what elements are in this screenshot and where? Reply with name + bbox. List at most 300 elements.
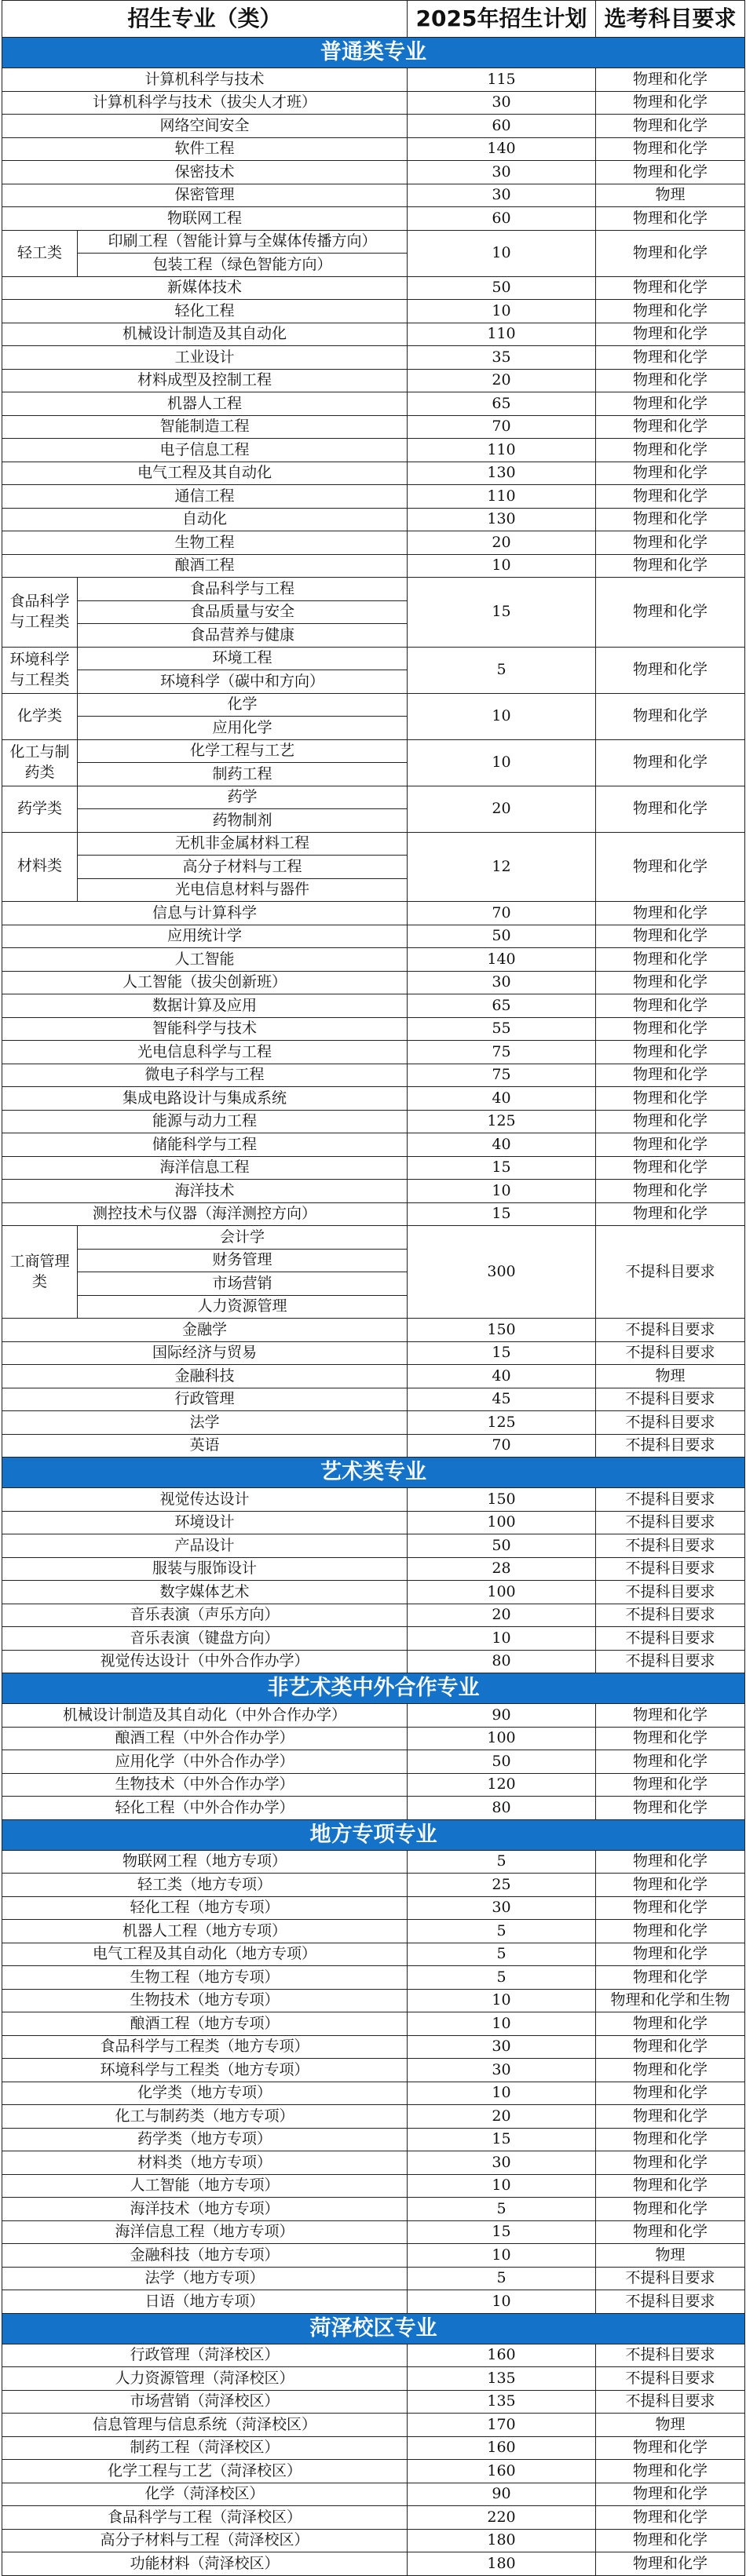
- subject-requirement: 物理和化学: [596, 485, 745, 509]
- header-plan: 2025年招生计划: [408, 1, 596, 38]
- plan-count: 10: [408, 2082, 596, 2105]
- major-name: 视觉传达设计: [2, 1488, 408, 1512]
- table-row: [2, 1511, 745, 1534]
- plan-count: 90: [408, 2483, 596, 2506]
- sub-major: 化学工程与工艺: [78, 739, 408, 763]
- table-row: [2, 2174, 745, 2198]
- plan-count: 40: [408, 1365, 596, 1388]
- table-row: [2, 1365, 745, 1388]
- subject-requirement: 物理和化学: [596, 2012, 745, 2036]
- major-name: 光电信息科学与工程: [2, 1041, 408, 1064]
- plan-count: 150: [408, 1319, 596, 1342]
- major-name: 产品设计: [2, 1534, 408, 1558]
- plan-count: 30: [408, 2059, 596, 2082]
- major-name: 日语（地方专项）: [2, 2290, 408, 2314]
- table-row: [2, 554, 745, 578]
- sub-major: 化学: [78, 693, 408, 717]
- subject-requirement: 不提科目要求: [596, 1511, 745, 1534]
- table-row: [2, 1874, 745, 1897]
- plan-count: 110: [408, 485, 596, 509]
- major-name: 保密技术: [2, 161, 408, 184]
- table-row: [2, 1773, 745, 1797]
- major-name: 功能材料（菏泽校区）: [2, 2552, 408, 2576]
- section-header: [2, 1458, 745, 1488]
- plan-count: 12: [408, 832, 596, 902]
- plan-count: 15: [408, 578, 596, 648]
- subject-requirement: 物理和化学和生物: [596, 1989, 745, 2012]
- major-name: 电气工程及其自动化: [2, 462, 408, 485]
- subject-requirement: 不提科目要求: [596, 1341, 745, 1365]
- sub-major: 药学: [78, 786, 408, 809]
- plan-count: 70: [408, 415, 596, 439]
- major-name: 测控技术与仪器（海洋测控方向）: [2, 1202, 408, 1226]
- major-name: 计算机科学与技术: [2, 68, 408, 92]
- major-name: 金融学: [2, 1319, 408, 1342]
- subject-requirement: 物理和化学: [596, 91, 745, 115]
- table-row: [2, 439, 745, 462]
- major-name: 保密管理: [2, 184, 408, 207]
- subject-requirement: 不提科目要求: [596, 1581, 745, 1604]
- major-name: 信息管理与信息系统（菏泽校区）: [2, 2414, 408, 2437]
- subject-requirement: 不提科目要求: [596, 2367, 745, 2391]
- subject-requirement: 物理和化学: [596, 531, 745, 555]
- section-title: 非艺术类中外合作专业: [2, 1673, 745, 1704]
- table-row: [2, 115, 745, 138]
- header-subject: 选考科目要求: [596, 1, 745, 38]
- subject-requirement: 物理和化学: [596, 902, 745, 925]
- plan-count: 10: [408, 230, 596, 276]
- table-row: [2, 1041, 745, 1064]
- plan-count: 180: [408, 2552, 596, 2576]
- sub-major: 食品营养与健康: [78, 624, 408, 648]
- major-name: 化工与制药类（地方专项）: [2, 2105, 408, 2129]
- subject-requirement: 物理和化学: [596, 2082, 745, 2105]
- table-row: [2, 2220, 745, 2244]
- subject-requirement: 物理和化学: [596, 925, 745, 948]
- table-row: [2, 2035, 745, 2059]
- major-name: 高分子材料与工程（菏泽校区）: [2, 2529, 408, 2552]
- subject-requirement: 物理和化学: [596, 1850, 745, 1874]
- subject-requirement: 物理和化学: [596, 462, 745, 485]
- table-row: [2, 1110, 745, 1133]
- subject-requirement: 物理和化学: [596, 832, 745, 902]
- table-row: [2, 91, 745, 115]
- major-name: 信息与计算科学: [2, 902, 408, 925]
- table-header: [2, 1, 745, 38]
- subject-requirement: 物理和化学: [596, 439, 745, 462]
- plan-count: 140: [408, 137, 596, 161]
- plan-count: 5: [408, 2267, 596, 2290]
- major-name: 自动化: [2, 508, 408, 531]
- major-name: 轻化工程（中外合作办学）: [2, 1797, 408, 1820]
- subject-requirement: 物理和化学: [596, 1087, 745, 1111]
- section-title: 地方专项专业: [2, 1819, 745, 1850]
- subject-requirement: 物理和化学: [596, 161, 745, 184]
- subject-requirement: 物理和化学: [596, 994, 745, 1018]
- table-row: [2, 2128, 745, 2151]
- table-row: [2, 68, 745, 92]
- major-name: 能源与动力工程: [2, 1110, 408, 1133]
- major-name: 行政管理: [2, 1388, 408, 1411]
- major-name: 海洋信息工程（地方专项）: [2, 2220, 408, 2244]
- table-row: [2, 1133, 745, 1157]
- plan-count: 5: [408, 2198, 596, 2221]
- subject-requirement: 物理和化学: [596, 369, 745, 392]
- subject-requirement: 物理和化学: [596, 739, 745, 786]
- subject-requirement: 物理和化学: [596, 1727, 745, 1750]
- major-name: 行政管理（菏泽校区）: [2, 2344, 408, 2367]
- plan-count: 5: [408, 1850, 596, 1874]
- major-name: 酿酒工程（地方专项）: [2, 2012, 408, 2036]
- plan-count: 20: [408, 2105, 596, 2129]
- subject-requirement: 不提科目要求: [596, 2290, 745, 2314]
- subject-requirement: 不提科目要求: [596, 1627, 745, 1651]
- table-row: [2, 2267, 745, 2290]
- subject-requirement: 物理和化学: [596, 1202, 745, 1226]
- major-name: 食品科学与工程（菏泽校区）: [2, 2506, 408, 2530]
- major-name: 数据计算及应用: [2, 994, 408, 1018]
- plan-count: 75: [408, 1064, 596, 1087]
- plan-count: 45: [408, 1388, 596, 1411]
- subject-requirement: 物理和化学: [596, 230, 745, 276]
- plan-count: 30: [408, 971, 596, 994]
- table-row: [2, 1604, 745, 1627]
- plan-count: 40: [408, 1133, 596, 1157]
- plan-count: 180: [408, 2529, 596, 2552]
- table-row: [2, 2344, 745, 2367]
- major-name: 材料类（地方专项）: [2, 2151, 408, 2175]
- major-name: 药学类（地方专项）: [2, 2128, 408, 2151]
- subject-requirement: 物理和化学: [596, 1896, 745, 1920]
- subject-requirement: 物理和化学: [596, 1156, 745, 1180]
- plan-count: 115: [408, 68, 596, 92]
- plan-count: 20: [408, 369, 596, 392]
- major-name: 国际经济与贸易: [2, 1341, 408, 1365]
- table-row: [2, 2367, 745, 2391]
- table-row: [2, 971, 745, 994]
- subject-requirement: 物理: [596, 2414, 745, 2437]
- major-name: 物联网工程（地方专项）: [2, 1850, 408, 1874]
- subject-requirement: 物理和化学: [596, 2220, 745, 2244]
- plan-count: 100: [408, 1727, 596, 1750]
- plan-count: 30: [408, 2151, 596, 2175]
- subject-requirement: 不提科目要求: [596, 1604, 745, 1627]
- subject-requirement: 物理和化学: [596, 207, 745, 231]
- plan-count: 125: [408, 1411, 596, 1435]
- table-row: [2, 693, 745, 717]
- table-row: [2, 1896, 745, 1920]
- major-name: 环境设计: [2, 1511, 408, 1534]
- table-row: [2, 184, 745, 207]
- major-name: 储能科学与工程: [2, 1133, 408, 1157]
- major-group: 材料类: [2, 832, 78, 902]
- sub-major: 无机非金属材料工程: [78, 832, 408, 856]
- plan-count: 65: [408, 392, 596, 416]
- subject-requirement: 物理和化学: [596, 971, 745, 994]
- plan-count: 90: [408, 1704, 596, 1728]
- sub-major: 市场营销: [78, 1272, 408, 1296]
- major-name: 机器人工程（地方专项）: [2, 1920, 408, 1943]
- table-row: [2, 1341, 745, 1365]
- major-name: 市场营销（菏泽校区）: [2, 2390, 408, 2414]
- plan-count: 150: [408, 1488, 596, 1512]
- major-name: 新媒体技术: [2, 276, 408, 300]
- sub-major: 药物制剂: [78, 809, 408, 833]
- major-name: 轻化工程（地方专项）: [2, 1896, 408, 1920]
- table-row: [2, 1920, 745, 1943]
- subject-requirement: 物理和化学: [596, 115, 745, 138]
- plan-count: 5: [408, 1943, 596, 1966]
- major-name: 应用统计学: [2, 925, 408, 948]
- plan-count: 35: [408, 346, 596, 370]
- sub-major: 环境科学（碳中和方向）: [78, 670, 408, 694]
- major-name: 数字媒体艺术: [2, 1581, 408, 1604]
- plan-count: 135: [408, 2367, 596, 2391]
- subject-requirement: 不提科目要求: [596, 1319, 745, 1342]
- sub-major: 财务管理: [78, 1249, 408, 1272]
- plan-count: 70: [408, 902, 596, 925]
- major-name: 智能科学与技术: [2, 1017, 408, 1041]
- subject-requirement: 不提科目要求: [596, 2267, 745, 2290]
- table-body: [2, 38, 745, 2576]
- plan-count: 160: [408, 2460, 596, 2483]
- sub-major: 高分子材料与工程: [78, 856, 408, 879]
- admission-plan-table: [2, 0, 745, 2576]
- plan-count: 5: [408, 647, 596, 693]
- plan-count: 110: [408, 323, 596, 346]
- plan-count: 160: [408, 2436, 596, 2460]
- section-title: 艺术类专业: [2, 1458, 745, 1488]
- subject-requirement: 物理和化学: [596, 1920, 745, 1943]
- plan-count: 5: [408, 1920, 596, 1943]
- subject-requirement: 物理和化学: [596, 554, 745, 578]
- subject-requirement: 物理和化学: [596, 508, 745, 531]
- sub-major: 食品质量与安全: [78, 600, 408, 624]
- plan-count: 10: [408, 739, 596, 786]
- major-name: 计算机科学与技术（拔尖人才班）: [2, 91, 408, 115]
- major-group: 药学类: [2, 786, 78, 832]
- subject-requirement: 物理和化学: [596, 1750, 745, 1774]
- table-row: [2, 2244, 745, 2268]
- subject-requirement: 物理和化学: [596, 2059, 745, 2082]
- subject-requirement: 物理和化学: [596, 948, 745, 972]
- table-row: [2, 994, 745, 1018]
- plan-count: 220: [408, 2506, 596, 2530]
- table-row: [2, 2012, 745, 2036]
- plan-count: 15: [408, 2128, 596, 2151]
- major-name: 机器人工程: [2, 392, 408, 416]
- subject-requirement: 不提科目要求: [596, 1557, 745, 1581]
- major-name: 环境科学与工程类（地方专项）: [2, 2059, 408, 2082]
- subject-requirement: 物理和化学: [596, 1797, 745, 1820]
- sub-major: 光电信息材料与器件: [78, 878, 408, 902]
- plan-count: 50: [408, 925, 596, 948]
- table-row: [2, 230, 745, 254]
- plan-count: 30: [408, 91, 596, 115]
- table-row: [2, 2105, 745, 2129]
- section-header: [2, 38, 745, 68]
- section-title: 普通类专业: [2, 38, 745, 68]
- major-name: 化学类（地方专项）: [2, 2082, 408, 2105]
- table-row: [2, 1388, 745, 1411]
- table-row: [2, 485, 745, 509]
- plan-count: 40: [408, 1087, 596, 1111]
- table-row: [2, 300, 745, 323]
- table-row: [2, 1797, 745, 1820]
- plan-count: 10: [408, 693, 596, 739]
- section-title: 菏泽校区专业: [2, 2313, 745, 2344]
- table-row: [2, 2506, 745, 2530]
- table-row: [2, 925, 745, 948]
- subject-requirement: 物理: [596, 184, 745, 207]
- major-name: 人工智能（地方专项）: [2, 2174, 408, 2198]
- table-row: [2, 1180, 745, 1203]
- major-name: 物联网工程: [2, 207, 408, 231]
- plan-count: 28: [408, 1557, 596, 1581]
- subject-requirement: 物理和化学: [596, 1874, 745, 1897]
- major-name: 生物工程: [2, 531, 408, 555]
- table-row: [2, 2082, 745, 2105]
- major-name: 轻工类（地方专项）: [2, 1874, 408, 1897]
- table-row: [2, 739, 745, 763]
- plan-count: 60: [408, 115, 596, 138]
- section-header: [2, 1673, 745, 1704]
- major-name: 工业设计: [2, 346, 408, 370]
- sub-major: 包装工程（绿色智能方向）: [78, 254, 408, 277]
- major-name: 英语: [2, 1434, 408, 1458]
- table-row: [2, 1943, 745, 1966]
- plan-count: 20: [408, 531, 596, 555]
- subject-requirement: 物理和化学: [596, 68, 745, 92]
- major-group: 轻工类: [2, 230, 78, 276]
- major-name: 法学（地方专项）: [2, 2267, 408, 2290]
- plan-count: 130: [408, 508, 596, 531]
- header-major: 招生专业（类）: [2, 1, 408, 38]
- plan-count: 50: [408, 1750, 596, 1774]
- subject-requirement: 不提科目要求: [596, 1411, 745, 1435]
- table-row: [2, 2059, 745, 2082]
- table-row: [2, 2390, 745, 2414]
- table-row: [2, 415, 745, 439]
- plan-count: 15: [408, 1202, 596, 1226]
- table-row: [2, 508, 745, 531]
- major-group: 化工与制药类: [2, 739, 78, 786]
- plan-count: 125: [408, 1110, 596, 1133]
- sub-major: 会计学: [78, 1226, 408, 1250]
- table-row: [2, 2483, 745, 2506]
- major-name: 法学: [2, 1411, 408, 1435]
- subject-requirement: 物理和化学: [596, 2035, 745, 2059]
- subject-requirement: 不提科目要求: [596, 2344, 745, 2367]
- subject-requirement: 物理和化学: [596, 1110, 745, 1133]
- major-name: 酿酒工程（中外合作办学）: [2, 1727, 408, 1750]
- sub-major: 制药工程: [78, 763, 408, 786]
- major-name: 机械设计制造及其自动化: [2, 323, 408, 346]
- plan-count: 50: [408, 276, 596, 300]
- major-name: 人力资源管理（菏泽校区）: [2, 2367, 408, 2391]
- table-row: [2, 948, 745, 972]
- subject-requirement: 物理和化学: [596, 578, 745, 648]
- plan-count: 80: [408, 1650, 596, 1673]
- major-name: 轻化工程: [2, 300, 408, 323]
- section-header: [2, 1819, 745, 1850]
- plan-count: 10: [408, 1989, 596, 2012]
- major-name: 软件工程: [2, 137, 408, 161]
- subject-requirement: 物理和化学: [596, 1773, 745, 1797]
- plan-count: 130: [408, 462, 596, 485]
- plan-count: 30: [408, 184, 596, 207]
- table-row: [2, 902, 745, 925]
- plan-count: 100: [408, 1511, 596, 1534]
- subject-requirement: 不提科目要求: [596, 1488, 745, 1512]
- table-row: [2, 1966, 745, 1990]
- plan-count: 20: [408, 786, 596, 832]
- subject-requirement: 物理和化学: [596, 2460, 745, 2483]
- subject-requirement: 不提科目要求: [596, 1650, 745, 1673]
- subject-requirement: 物理和化学: [596, 2529, 745, 2552]
- major-name: 网络空间安全: [2, 115, 408, 138]
- subject-requirement: 不提科目要求: [596, 1434, 745, 1458]
- table-row: [2, 1850, 745, 1874]
- table-row: [2, 1989, 745, 2012]
- plan-count: 10: [408, 2244, 596, 2268]
- sub-major: 应用化学: [78, 717, 408, 740]
- plan-count: 15: [408, 2220, 596, 2244]
- table-row: [2, 2460, 745, 2483]
- subject-requirement: 物理和化学: [596, 2128, 745, 2151]
- table-row: [2, 462, 745, 485]
- subject-requirement: 物理和化学: [596, 1133, 745, 1157]
- subject-requirement: 不提科目要求: [596, 1226, 745, 1319]
- plan-count: 15: [408, 1156, 596, 1180]
- table-row: [2, 1534, 745, 1558]
- table-row: [2, 1411, 745, 1435]
- plan-count: 15: [408, 1341, 596, 1365]
- subject-requirement: 物理和化学: [596, 2198, 745, 2221]
- subject-requirement: 不提科目要求: [596, 1534, 745, 1558]
- table-row: [2, 2436, 745, 2460]
- table-row: [2, 1434, 745, 1458]
- major-name: 电子信息工程: [2, 439, 408, 462]
- plan-count: 100: [408, 1581, 596, 1604]
- plan-count: 50: [408, 1534, 596, 1558]
- table-row: [2, 531, 745, 555]
- subject-requirement: 物理和化学: [596, 1017, 745, 1041]
- subject-requirement: 物理和化学: [596, 300, 745, 323]
- subject-requirement: 物理: [596, 1365, 745, 1388]
- subject-requirement: 物理和化学: [596, 276, 745, 300]
- plan-count: 300: [408, 1226, 596, 1319]
- subject-requirement: 物理和化学: [596, 2174, 745, 2198]
- major-name: 微电子科学与工程: [2, 1064, 408, 1087]
- subject-requirement: 物理和化学: [596, 2436, 745, 2460]
- major-name: 生物技术（地方专项）: [2, 1989, 408, 2012]
- major-name: 机械设计制造及其自动化（中外合作办学）: [2, 1704, 408, 1728]
- major-name: 金融科技: [2, 1365, 408, 1388]
- table-row: [2, 1202, 745, 1226]
- major-name: 海洋技术: [2, 1180, 408, 1203]
- table-row: [2, 1017, 745, 1041]
- plan-count: 10: [408, 2174, 596, 2198]
- subject-requirement: 物理和化学: [596, 137, 745, 161]
- section-header: [2, 2313, 745, 2344]
- plan-count: 60: [408, 207, 596, 231]
- major-name: 人工智能: [2, 948, 408, 972]
- sub-major: 环境工程: [78, 647, 408, 670]
- plan-count: 10: [408, 2290, 596, 2314]
- table-row: [2, 161, 745, 184]
- table-row: [2, 346, 745, 370]
